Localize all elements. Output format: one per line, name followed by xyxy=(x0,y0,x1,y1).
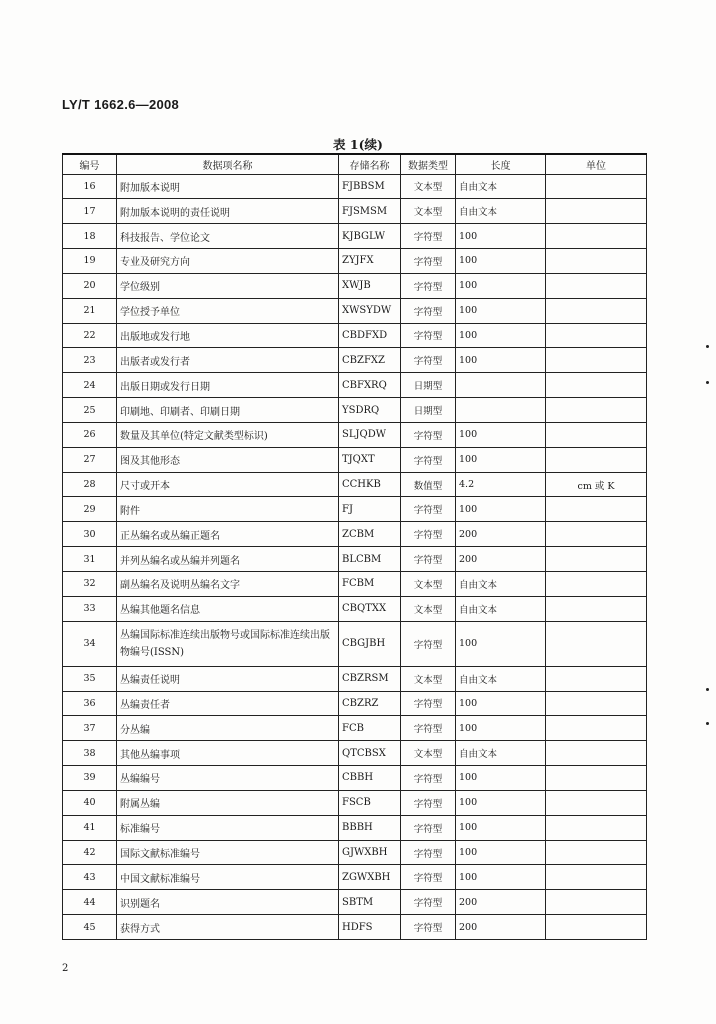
cell-data-type: 文本型 xyxy=(401,174,456,199)
cell-unit xyxy=(546,890,647,915)
cell-storage-name: CBBH xyxy=(339,766,401,791)
cell-item-name: 学位授予单位 xyxy=(117,298,339,323)
cell-length: 200 xyxy=(456,522,546,547)
table-row xyxy=(63,224,647,249)
cell-item-name: 附加版本说明的责任说明 xyxy=(117,199,339,224)
cell-length: 100 xyxy=(456,766,546,791)
cell-item-name: 数量及其单位(特定文献类型标识) xyxy=(117,422,339,447)
cell-length: 自由文本 xyxy=(456,666,546,691)
cell-unit xyxy=(546,766,647,791)
cell-data-type: 字符型 xyxy=(401,348,456,373)
cell-unit: cm 或 K xyxy=(546,472,647,497)
table-row xyxy=(63,199,647,224)
cell-length: 100 xyxy=(456,790,546,815)
cell-number: 31 xyxy=(63,547,117,572)
cell-length: 100 xyxy=(456,224,546,249)
cell-data-type: 文本型 xyxy=(401,572,456,597)
cell-data-type: 字符型 xyxy=(401,766,456,791)
cell-length: 200 xyxy=(456,547,546,572)
table-row xyxy=(63,298,647,323)
scan-margin-mark xyxy=(706,381,709,384)
cell-unit xyxy=(546,790,647,815)
cell-unit xyxy=(546,398,647,423)
table-header-row xyxy=(63,154,647,174)
cell-item-name: 附属丛编 xyxy=(117,790,339,815)
cell-storage-name: QTCBSX xyxy=(339,741,401,766)
cell-data-type: 字符型 xyxy=(401,840,456,865)
cell-storage-name: CBZRZ xyxy=(339,691,401,716)
cell-number: 38 xyxy=(63,741,117,766)
cell-data-type: 数值型 xyxy=(401,472,456,497)
cell-storage-name: XWJB xyxy=(339,273,401,298)
cell-item-name: 识别题名 xyxy=(117,890,339,915)
table-row xyxy=(63,766,647,791)
cell-storage-name: CBDFXD xyxy=(339,323,401,348)
cell-data-type: 日期型 xyxy=(401,398,456,423)
table-row xyxy=(63,741,647,766)
cell-length: 100 xyxy=(456,815,546,840)
table-row xyxy=(63,915,647,940)
cell-data-type: 字符型 xyxy=(401,865,456,890)
cell-length: 100 xyxy=(456,348,546,373)
cell-length: 100 xyxy=(456,840,546,865)
cell-number: 17 xyxy=(63,199,117,224)
cell-number: 39 xyxy=(63,766,117,791)
cell-item-name: 丛编编号 xyxy=(117,766,339,791)
cell-item-name: 并列丛编名或丛编并列题名 xyxy=(117,547,339,572)
cell-item-name: 丛编责任者 xyxy=(117,691,339,716)
column-header-storage-name: 存储名称 xyxy=(339,154,401,174)
data-items-table xyxy=(62,153,647,940)
table-row xyxy=(63,249,647,274)
cell-item-name: 丛编国际标准连续出版物号或国际标准连续出版物编号(ISSN) xyxy=(117,621,339,666)
table-row xyxy=(63,790,647,815)
cell-item-name: 专业及研究方向 xyxy=(117,249,339,274)
table-row xyxy=(63,522,647,547)
cell-data-type: 字符型 xyxy=(401,273,456,298)
cell-unit xyxy=(546,547,647,572)
standard-code-header: LY/T 1662.6—2008 xyxy=(62,97,180,112)
cell-item-name: 丛编责任说明 xyxy=(117,666,339,691)
cell-data-type: 字符型 xyxy=(401,298,456,323)
cell-data-type: 字符型 xyxy=(401,497,456,522)
cell-item-name: 尺寸或开本 xyxy=(117,472,339,497)
cell-storage-name: FJSMSM xyxy=(339,199,401,224)
scan-margin-mark xyxy=(706,688,709,691)
cell-storage-name: YSDRQ xyxy=(339,398,401,423)
cell-unit xyxy=(546,273,647,298)
cell-data-type: 字符型 xyxy=(401,915,456,940)
cell-storage-name: ZCBM xyxy=(339,522,401,547)
cell-number: 19 xyxy=(63,249,117,274)
cell-item-name: 附加版本说明 xyxy=(117,174,339,199)
cell-storage-name: ZGWXBH xyxy=(339,865,401,890)
table-caption: 表 1(续) xyxy=(333,137,383,152)
cell-data-type: 字符型 xyxy=(401,522,456,547)
cell-item-name: 出版者或发行者 xyxy=(117,348,339,373)
cell-unit xyxy=(546,815,647,840)
cell-unit xyxy=(546,522,647,547)
cell-storage-name: HDFS xyxy=(339,915,401,940)
table-row xyxy=(63,373,647,398)
cell-length: 200 xyxy=(456,915,546,940)
cell-unit xyxy=(546,373,647,398)
cell-length: 100 xyxy=(456,298,546,323)
cell-data-type: 字符型 xyxy=(401,422,456,447)
cell-item-name: 附件 xyxy=(117,497,339,522)
cell-length: 自由文本 xyxy=(456,596,546,621)
table-row xyxy=(63,815,647,840)
cell-data-type: 字符型 xyxy=(401,815,456,840)
cell-number: 37 xyxy=(63,716,117,741)
column-header-number: 编号 xyxy=(63,154,117,174)
cell-unit xyxy=(546,865,647,890)
table-row xyxy=(63,497,647,522)
cell-unit xyxy=(546,741,647,766)
cell-number: 33 xyxy=(63,596,117,621)
cell-data-type: 字符型 xyxy=(401,621,456,666)
cell-data-type: 字符型 xyxy=(401,716,456,741)
cell-unit xyxy=(546,596,647,621)
table-row xyxy=(63,621,647,666)
cell-item-name: 获得方式 xyxy=(117,915,339,940)
cell-number: 34 xyxy=(63,621,117,666)
cell-unit xyxy=(546,298,647,323)
table-row xyxy=(63,865,647,890)
cell-number: 28 xyxy=(63,472,117,497)
cell-number: 18 xyxy=(63,224,117,249)
cell-unit xyxy=(546,497,647,522)
cell-unit xyxy=(546,621,647,666)
table-row xyxy=(63,666,647,691)
cell-length: 100 xyxy=(456,273,546,298)
cell-item-name: 中国文献标准编号 xyxy=(117,865,339,890)
cell-item-name: 正丛编名或丛编正题名 xyxy=(117,522,339,547)
cell-data-type: 字符型 xyxy=(401,890,456,915)
cell-number: 24 xyxy=(63,373,117,398)
cell-length: 100 xyxy=(456,865,546,890)
table-row xyxy=(63,348,647,373)
cell-item-name: 印刷地、印刷者、印刷日期 xyxy=(117,398,339,423)
cell-unit xyxy=(546,224,647,249)
cell-unit xyxy=(546,691,647,716)
page-number: 2 xyxy=(62,963,69,974)
cell-number: 22 xyxy=(63,323,117,348)
cell-storage-name: GJWXBH xyxy=(339,840,401,865)
cell-number: 26 xyxy=(63,422,117,447)
cell-data-type: 字符型 xyxy=(401,447,456,472)
cell-item-name: 学位级别 xyxy=(117,273,339,298)
cell-number: 23 xyxy=(63,348,117,373)
table-row xyxy=(63,596,647,621)
cell-item-name: 出版日期或发行日期 xyxy=(117,373,339,398)
cell-item-name: 出版地或发行地 xyxy=(117,323,339,348)
column-header-length: 长度 xyxy=(456,154,546,174)
cell-length: 100 xyxy=(456,323,546,348)
cell-storage-name: CBQTXX xyxy=(339,596,401,621)
cell-number: 41 xyxy=(63,815,117,840)
cell-data-type: 字符型 xyxy=(401,224,456,249)
cell-storage-name: TJQXT xyxy=(339,447,401,472)
cell-unit xyxy=(546,174,647,199)
scan-margin-mark xyxy=(706,722,709,725)
cell-unit xyxy=(546,915,647,940)
cell-storage-name: FJBBSM xyxy=(339,174,401,199)
table-row xyxy=(63,547,647,572)
cell-storage-name: SBTM xyxy=(339,890,401,915)
cell-data-type: 文本型 xyxy=(401,741,456,766)
cell-number: 16 xyxy=(63,174,117,199)
cell-number: 42 xyxy=(63,840,117,865)
cell-length: 4.2 xyxy=(456,472,546,497)
cell-storage-name: FSCB xyxy=(339,790,401,815)
scan-margin-mark xyxy=(706,345,709,348)
cell-unit xyxy=(546,422,647,447)
cell-storage-name: BLCBM xyxy=(339,547,401,572)
cell-data-type: 字符型 xyxy=(401,790,456,815)
column-header-item-name: 数据项名称 xyxy=(117,154,339,174)
cell-item-name: 图及其他形态 xyxy=(117,447,339,472)
cell-storage-name: CBZFXZ xyxy=(339,348,401,373)
cell-unit xyxy=(546,572,647,597)
table-row xyxy=(63,323,647,348)
cell-unit xyxy=(546,666,647,691)
cell-length: 100 xyxy=(456,422,546,447)
cell-storage-name: CBGJBH xyxy=(339,621,401,666)
column-header-unit: 单位 xyxy=(546,154,647,174)
cell-item-name: 副丛编名及说明丛编名文字 xyxy=(117,572,339,597)
cell-number: 40 xyxy=(63,790,117,815)
cell-item-name: 科技报告、学位论文 xyxy=(117,224,339,249)
cell-unit xyxy=(546,716,647,741)
cell-item-name: 丛编其他题名信息 xyxy=(117,596,339,621)
cell-data-type: 字符型 xyxy=(401,323,456,348)
table-row xyxy=(63,273,647,298)
cell-length: 100 xyxy=(456,249,546,274)
cell-unit xyxy=(546,249,647,274)
cell-data-type: 字符型 xyxy=(401,691,456,716)
cell-unit xyxy=(546,348,647,373)
cell-storage-name: FJ xyxy=(339,497,401,522)
table-row xyxy=(63,716,647,741)
cell-storage-name: CCHKB xyxy=(339,472,401,497)
cell-length: 自由文本 xyxy=(456,174,546,199)
column-header-data-type: 数据类型 xyxy=(401,154,456,174)
cell-unit xyxy=(546,840,647,865)
cell-unit xyxy=(546,199,647,224)
table-row xyxy=(63,572,647,597)
cell-number: 20 xyxy=(63,273,117,298)
cell-storage-name: FCB xyxy=(339,716,401,741)
cell-data-type: 字符型 xyxy=(401,249,456,274)
cell-storage-name: KJBGLW xyxy=(339,224,401,249)
cell-number: 43 xyxy=(63,865,117,890)
cell-number: 29 xyxy=(63,497,117,522)
cell-number: 35 xyxy=(63,666,117,691)
cell-unit xyxy=(546,323,647,348)
cell-length: 自由文本 xyxy=(456,572,546,597)
cell-storage-name: SLJQDW xyxy=(339,422,401,447)
cell-length xyxy=(456,373,546,398)
cell-storage-name: FCBM xyxy=(339,572,401,597)
table-row xyxy=(63,691,647,716)
cell-number: 45 xyxy=(63,915,117,940)
cell-length: 100 xyxy=(456,691,546,716)
cell-storage-name: BBBH xyxy=(339,815,401,840)
cell-storage-name: CBFXRQ xyxy=(339,373,401,398)
cell-unit xyxy=(546,447,647,472)
cell-item-name: 分丛编 xyxy=(117,716,339,741)
cell-number: 25 xyxy=(63,398,117,423)
cell-item-name: 标准编号 xyxy=(117,815,339,840)
table-row xyxy=(63,398,647,423)
cell-item-name: 其他丛编事项 xyxy=(117,741,339,766)
cell-number: 30 xyxy=(63,522,117,547)
cell-storage-name: ZYJFX xyxy=(339,249,401,274)
cell-storage-name: XWSYDW xyxy=(339,298,401,323)
cell-number: 44 xyxy=(63,890,117,915)
table-body xyxy=(63,174,647,939)
cell-item-name: 国际文献标准编号 xyxy=(117,840,339,865)
cell-number: 36 xyxy=(63,691,117,716)
table-row xyxy=(63,472,647,497)
table-row xyxy=(63,422,647,447)
table-row xyxy=(63,840,647,865)
cell-length: 自由文本 xyxy=(456,741,546,766)
table-row xyxy=(63,174,647,199)
cell-number: 21 xyxy=(63,298,117,323)
cell-length: 自由文本 xyxy=(456,199,546,224)
cell-length: 100 xyxy=(456,447,546,472)
cell-length: 100 xyxy=(456,716,546,741)
cell-length: 100 xyxy=(456,497,546,522)
cell-number: 27 xyxy=(63,447,117,472)
cell-data-type: 文本型 xyxy=(401,666,456,691)
cell-length xyxy=(456,398,546,423)
cell-storage-name: CBZRSM xyxy=(339,666,401,691)
cell-data-type: 字符型 xyxy=(401,547,456,572)
cell-data-type: 文本型 xyxy=(401,596,456,621)
table-row xyxy=(63,890,647,915)
cell-data-type: 文本型 xyxy=(401,199,456,224)
table-row xyxy=(63,447,647,472)
cell-length: 200 xyxy=(456,890,546,915)
cell-data-type: 日期型 xyxy=(401,373,456,398)
cell-length: 100 xyxy=(456,621,546,666)
cell-number: 32 xyxy=(63,572,117,597)
